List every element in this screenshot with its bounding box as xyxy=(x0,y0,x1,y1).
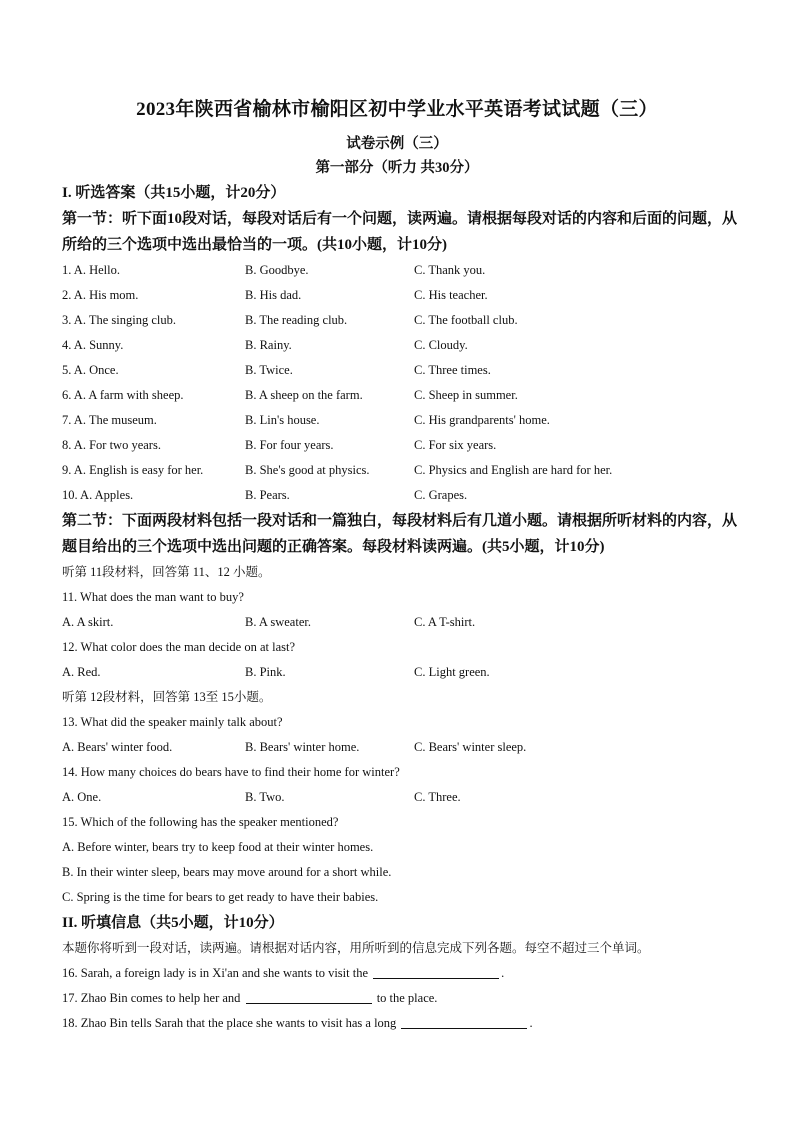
option-a: 4. A. Sunny. xyxy=(62,338,124,352)
option-b: B. Bears' winter home. xyxy=(245,740,360,754)
question-text: 18. Zhao Bin tells Sarah that the place she wants to visit has a long xyxy=(62,1016,397,1030)
question-row xyxy=(62,308,742,333)
question-15: 15. Which of the following has the speaker mentioned? xyxy=(62,815,339,829)
question-row xyxy=(62,660,742,685)
option-c: C. Physics and English are hard for her. xyxy=(414,463,613,477)
option-a: 3. A. The singing club. xyxy=(62,313,177,327)
option-a: 10. A. Apples. xyxy=(62,488,134,502)
question-row xyxy=(62,433,742,458)
page-title: 2023年陕西省榆林市榆阳区初中学业水平英语考试试题（三） xyxy=(136,99,658,120)
option-c: C. Sheep in summer. xyxy=(414,388,518,402)
option-b: B. A sweater. xyxy=(245,615,311,629)
option-b: B. For four years. xyxy=(245,438,334,452)
question-row xyxy=(62,408,742,433)
exam-content xyxy=(62,180,742,1036)
option-a: A. A skirt. xyxy=(62,615,114,629)
option-a: 2. A. His mom. xyxy=(62,288,139,302)
option-b: B. Rainy. xyxy=(245,338,292,352)
option-a: 9. A. English is easy for her. xyxy=(62,463,204,477)
question-13: 13. What did the speaker mainly talk about? xyxy=(62,715,283,729)
question-row xyxy=(62,383,742,408)
option-b: B. In their winter sleep, bears may move around for a short while. xyxy=(62,865,392,879)
part1-instruction: 第一节：听下面10段对话，每段对话后有一个问题，读两遍。请根据每段对话的内容和后面的问题，从所给的三个选项中选出最恰当的一项。(共10小题，计10分) xyxy=(62,211,738,253)
section1-heading: I. 听选答案（共15小题，计20分） xyxy=(62,185,286,201)
answer-blank[interactable] xyxy=(246,989,372,1004)
question-row xyxy=(62,483,742,508)
question-row xyxy=(62,785,742,810)
question-text: 16. Sarah, a foreign lady is in Xi'an and she wants to visit the xyxy=(62,966,369,980)
question-row xyxy=(62,283,742,308)
part-label: 第一部分（听力 共30分） xyxy=(315,160,479,176)
option-c: C. His teacher. xyxy=(414,288,488,302)
option-c: C. For six years. xyxy=(414,438,497,452)
option-a: A. Before winter, bears try to keep food at their winter homes. xyxy=(62,840,374,854)
question-row xyxy=(62,358,742,383)
option-c: C. Grapes. xyxy=(414,488,468,502)
option-c: C. The football club. xyxy=(414,313,518,327)
section2-heading: II. 听填信息（共5小题，计10分） xyxy=(62,915,284,931)
option-a: A. One. xyxy=(62,790,102,804)
question-row xyxy=(62,610,742,635)
option-c: C. His grandparents' home. xyxy=(414,413,550,427)
option-b: B. Pink. xyxy=(245,665,286,679)
question-12: 12. What color does the man decide on at last? xyxy=(62,640,296,654)
question-text-end: to the place. xyxy=(376,991,438,1005)
option-c: C. Cloudy. xyxy=(414,338,468,352)
part2-instruction: 第二节：下面两段材料包括一段对话和一篇独白，每段材料后有几道小题。请根据所听材料的内容，从题目给出的三个选项中选出问题的正确答案。每段材料读两遍。(共5小题，计10分) xyxy=(62,513,738,555)
option-c: C. Bears' winter sleep. xyxy=(414,740,527,754)
option-b: B. She's good at physics. xyxy=(245,463,370,477)
option-a: 6. A. A farm with sheep. xyxy=(62,388,184,402)
question-list xyxy=(62,258,742,508)
material2-note: 听第 12段材料，回答第 13至 15小题。 xyxy=(62,690,272,704)
question-text: 17. Zhao Bin comes to help her and xyxy=(62,991,241,1005)
question-row xyxy=(62,333,742,358)
option-b: B. Two. xyxy=(245,790,285,804)
option-b: B. His dad. xyxy=(245,288,302,302)
option-c: C. A T-shirt. xyxy=(414,615,476,629)
question-17 xyxy=(62,986,742,1011)
option-a: 1. A. Hello. xyxy=(62,263,120,277)
sample-label: 试卷示例（三） xyxy=(346,136,448,152)
option-a: A. Bears' winter food. xyxy=(62,740,173,754)
option-c: C. Three times. xyxy=(414,363,491,377)
question-text-end: . xyxy=(529,1016,533,1030)
material1-note: 听第 11段材料，回答第 11、12 小题。 xyxy=(62,565,271,579)
option-b: B. Goodbye. xyxy=(245,263,309,277)
option-b: B. A sheep on the farm. xyxy=(245,388,363,402)
question-16 xyxy=(62,961,742,986)
option-c: C. Three. xyxy=(414,790,461,804)
question-18 xyxy=(62,1011,742,1036)
question-row xyxy=(62,458,742,483)
option-a: A. Red. xyxy=(62,665,101,679)
option-a: 5. A. Once. xyxy=(62,363,119,377)
option-a: 8. A. For two years. xyxy=(62,438,161,452)
answer-blank[interactable] xyxy=(401,1014,527,1029)
question-11: 11. What does the man want to buy? xyxy=(62,590,244,604)
section2-instruction: 本题你将听到一段对话，读两遍。请根据对话内容，用所听到的信息完成下列各题。每空不超过三个单词。 xyxy=(62,941,650,955)
option-b: B. Pears. xyxy=(245,488,290,502)
option-b: B. Twice. xyxy=(245,363,293,377)
answer-blank[interactable] xyxy=(373,964,499,979)
option-a: 7. A. The museum. xyxy=(62,413,157,427)
question-row xyxy=(62,735,742,760)
option-c: C. Spring is the time for bears to get ready to have their babies. xyxy=(62,890,379,904)
option-c: C. Thank you. xyxy=(414,263,486,277)
question-14: 14. How many choices do bears have to find their home for winter? xyxy=(62,765,400,779)
question-text-end: . xyxy=(501,966,505,980)
option-c: C. Light green. xyxy=(414,665,490,679)
option-b: B. Lin's house. xyxy=(245,413,320,427)
option-b: B. The reading club. xyxy=(245,313,348,327)
question-row xyxy=(62,258,742,283)
